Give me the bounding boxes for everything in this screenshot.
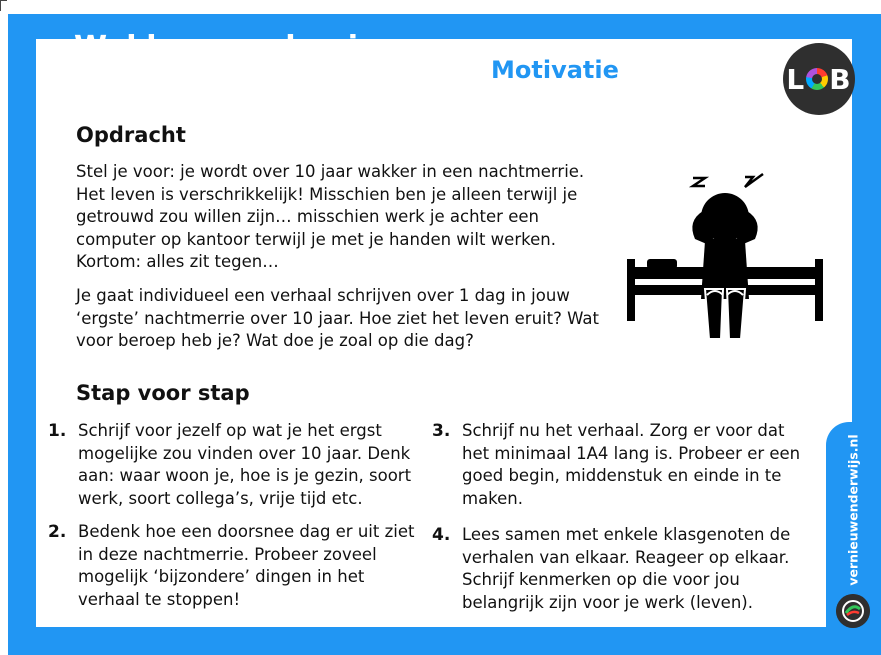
lob-logo-icon <box>783 43 855 115</box>
sleepless-person-on-bed-icon <box>625 171 825 346</box>
step-text: Schrijf nu het verhaal. Zorg er voor dat het minimaal 1A4 lang is. Probeer er een goed begin, middenstuk en einde in te maken. <box>462 421 801 508</box>
logo-ring-icon <box>806 68 828 90</box>
opdracht-heading: Opdracht <box>76 123 186 147</box>
vernieuwenderwijs-logo-icon <box>836 594 870 628</box>
category-label: Motivatie <box>491 56 619 84</box>
title-line-2: een nachtmerrie <box>74 66 354 101</box>
step-number: 1. <box>48 421 67 441</box>
crop-mark <box>0 0 7 11</box>
opdracht-paragraph-1: Stel je voor: je wordt over 10 jaar wakker in een nachtmerrie. Het leven is verschrikkelijk! Misschien ben je alleen terwijl je getrouwd zou willen zijn… misschien werk je achter een computer op kantoor terwijl je met je handen wilt werken. Kortom: alles zit tegen… <box>76 162 585 271</box>
step-text: Schrijf voor jezelf op wat je het ergst mogelijke zou vinden over 10 jaar. Denk aan: waar woon je, hoe is je gezin, soort werk, soort collega’s, vrije tijd etc. <box>78 421 412 508</box>
page-title <box>74 30 379 102</box>
step-number: 2. <box>48 522 67 542</box>
step-text: Lees samen met enkele klasgenoten de verhalen van elkaar. Reageer op elkaar. Schrijf kenmerken op die voor jou belangrijk zijn voor je werk (leven). <box>462 525 791 612</box>
logo-letter-left: L <box>786 62 806 96</box>
stappen-heading: Stap voor stap <box>76 381 250 405</box>
logo-letter-right: B <box>829 62 852 96</box>
step-text: Bedenk hoe een doorsnee dag er uit ziet in deze nachtmerrie. Probeer zoveel mogelijk ‘bijzondere’ dingen in het verhaal te stoppen! <box>78 522 415 609</box>
website-label <box>842 430 864 590</box>
left-band <box>8 39 36 627</box>
opdracht-paragraph-2: Je gaat individueel een verhaal schrijven over 1 dag in jouw ‘ergste’ nachtmerrie over 10 jaar. Hoe ziet het leven eruit? Wat voor beroep heb je? Wat doe je zoal op die dag? <box>76 286 599 350</box>
title-line-1: Wakker worden in <box>74 30 380 65</box>
step-number: 3. <box>432 421 451 441</box>
step-number: 4. <box>432 525 451 545</box>
website-url: vernieuwenderwijs.nl <box>845 434 861 586</box>
